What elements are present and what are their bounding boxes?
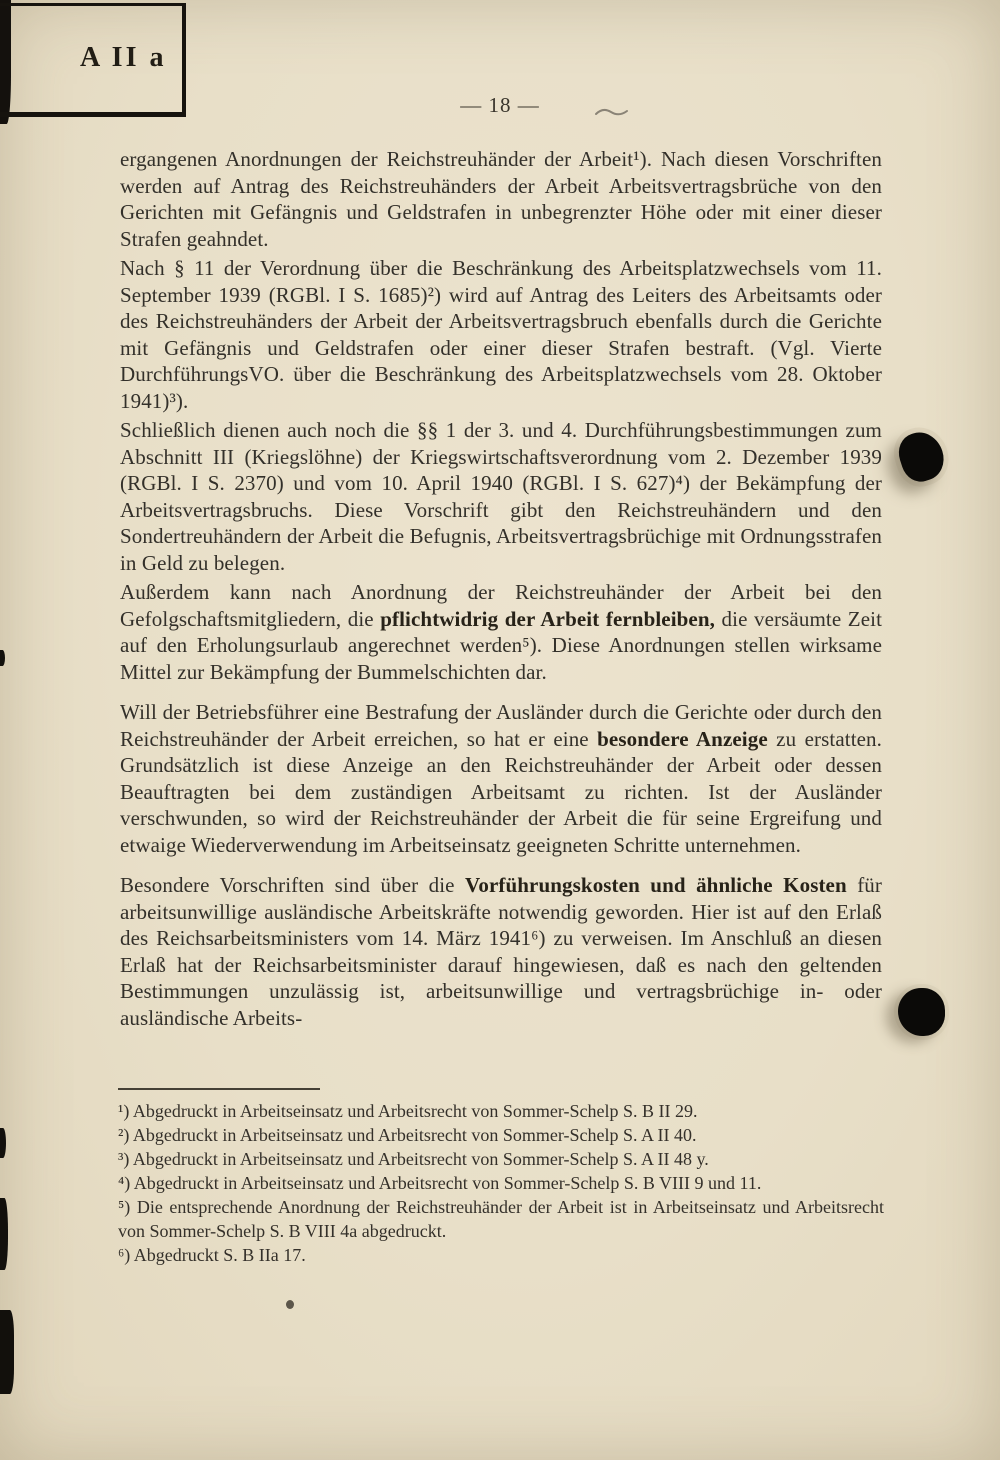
footnote (118, 1099, 884, 1123)
paragraph (120, 579, 882, 685)
footnote-marker: ¹) (118, 1101, 133, 1121)
footnote-marker: ⁵) (118, 1197, 137, 1217)
scan-edge-mark (0, 650, 5, 666)
footnote-marker: ⁴) (118, 1173, 134, 1193)
footnote (118, 1243, 884, 1267)
footnote-text: Abgedruckt in Arbeitseinsatz und Arbeitsrecht von Sommer-Schelp S. A II 40. (132, 1125, 697, 1145)
footnote-text: Abgedruckt in Arbeitseinsatz und Arbeitsrecht von Sommer-Schelp S. A II 48 y. (132, 1149, 709, 1169)
footnote-text: Abgedruckt S. B IIa 17. (133, 1245, 306, 1265)
footnote-section (118, 1088, 884, 1267)
scan-squiggle-mark (594, 104, 630, 120)
scan-edge-mark (0, 1198, 8, 1270)
page-number: — 18 — (460, 93, 540, 117)
body-text-segment: zu erstatten. Grundsätzlich ist diese Anzeige an den Reichstreuhänder der Arbeit oder dessen Beauftragten bei dem zuständigen Arbeitsamt zu richten. Ist der Ausländer verschwunden, so wird der Reichstreuhänder der Arbeit die für seine Ergreifung und etwaige Wiederverwendung im Arbeitseinsatz geeigneten Schritte unternehmen. (120, 726, 882, 857)
footnote-text: Die entsprechende Anordnung der Reichstreuhänder der Arbeit ist in Arbeitseinsatz und Arbeitsrecht von Sommer-Schelp S. B VIII 4a abgedruckt. (118, 1197, 884, 1241)
footnote-divider (118, 1088, 320, 1090)
footnote-text: Abgedruckt in Arbeitseinsatz und Arbeitsrecht von Sommer-Schelp S. B II 29. (132, 1101, 698, 1121)
punch-hole-top (893, 427, 949, 487)
footnote (118, 1195, 884, 1243)
body-text-segment: ergangenen Anordnungen der Reichstreuhänder der Arbeit¹). Nach diesen Vorschriften werden auf Antrag des Reichstreuhänders der Arbeit Arbeitsvertragsbrüche von den Gerichten mit Gefängnis und Geldstrafen in unbegrenzter Höhe oder mit einer dieser Strafen geahndet. (120, 147, 882, 251)
scan-edge-mark (0, 1310, 14, 1394)
paragraph (120, 417, 882, 576)
body-text-segment: Will der Betriebsführer eine Bestrafung der Ausländer durch die Gerichte oder durch den Reichstreuhänder der Arbeit erreichen, so hat er eine (120, 700, 882, 751)
section-label: A II a (80, 42, 167, 73)
body-text-segment: Außerdem kann nach Anordnung der Reichstreuhänder der Arbeit bei den Gefolgschaftsmitgliedern, die (120, 580, 882, 631)
footnote-marker: ²) (118, 1125, 133, 1145)
body-text-segment: für arbeitsunwillige ausländische Arbeitskräfte notwendig geworden. Hier ist auf den Erlaß des Reichsarbeitsministers vom 14. März 1941⁶) zu verweisen. Im Anschluß an diesen Erlaß hat der Reichsarbeitsminister darauf hingewiesen, daß es nach den geltenden Bestimmungen unzulässig ist, arbeitsunwillige und vertragsbrüchige in- oder ausländische Arbeits- (120, 873, 882, 1030)
emphasized-text: Vorführungskosten und ähnliche Kosten (465, 873, 847, 897)
footnote (118, 1123, 884, 1147)
paragraph (120, 699, 882, 858)
footnotes-list (118, 1099, 884, 1267)
emphasized-text: besondere Anzeige (597, 726, 768, 751)
paragraph (120, 146, 882, 252)
scan-fleck (286, 1300, 294, 1309)
paragraph (120, 255, 882, 414)
footnote-marker: ⁶) (118, 1245, 134, 1265)
footnote-marker: ³) (118, 1149, 133, 1169)
body-text-segment: Besondere Vorschriften sind über die (120, 873, 466, 897)
footnote (118, 1147, 884, 1171)
footnote (118, 1171, 884, 1195)
body-text-segment: die versäumte Zeit auf den Erholungsurlaub angerechnet werden⁵). Diese Anordnungen stellen wirksame Mittel zur Bekämpfung der Bummelschichten dar. (120, 606, 883, 684)
body-text-segment: Nach § 11 der Verordnung über die Beschränkung des Arbeitsplatzwechsels vom 11. September 1939 (RGBl. I S. 1685)²) wird auf Antrag des Leiters des Arbeitsamts oder des Reichstreuhänders der Arbeit der Arbeitsvertragsbruch ebenfalls durch die Gerichte mit Gefängnis und Geldstrafen oder einer dieser Strafen bestraft. (Vgl. Vierte DurchführungsVO. über die Beschränkung des Arbeitsplatzwechsels vom 28. Oktober 1941)³). (120, 256, 882, 413)
footnote-text: Abgedruckt in Arbeitseinsatz und Arbeitsrecht von Sommer-Schelp S. B VIII 9 und 11. (133, 1173, 762, 1193)
emphasized-text: pflichtwidrig der Arbeit fernbleiben, (380, 606, 715, 631)
scan-edge-mark (0, 1128, 6, 1158)
punch-hole-bottom (898, 988, 945, 1036)
body-text-segment: Schließlich dienen auch noch die §§ 1 der 3. und 4. Durchführungsbestimmungen zum Abschnitt III (Kriegslöhne) der Kriegswirtschaftsverordnung vom 2. Dezember 1939 (RGBl. I S. 2370) und vom 10. April 1940 (RGBl. I S. 627)⁴) der Bekämpfung der Arbeitsvertragsbruchs. Diese Vorschrift gibt den Reichstreuhändern und den Sondertreuhändern der Arbeit die Befugnis, Arbeitsvertragsbrüchige mit Ordnungsstrafen in Geld zu belegen. (120, 418, 882, 575)
body-paragraphs (120, 146, 882, 1031)
paragraph (120, 872, 882, 1031)
